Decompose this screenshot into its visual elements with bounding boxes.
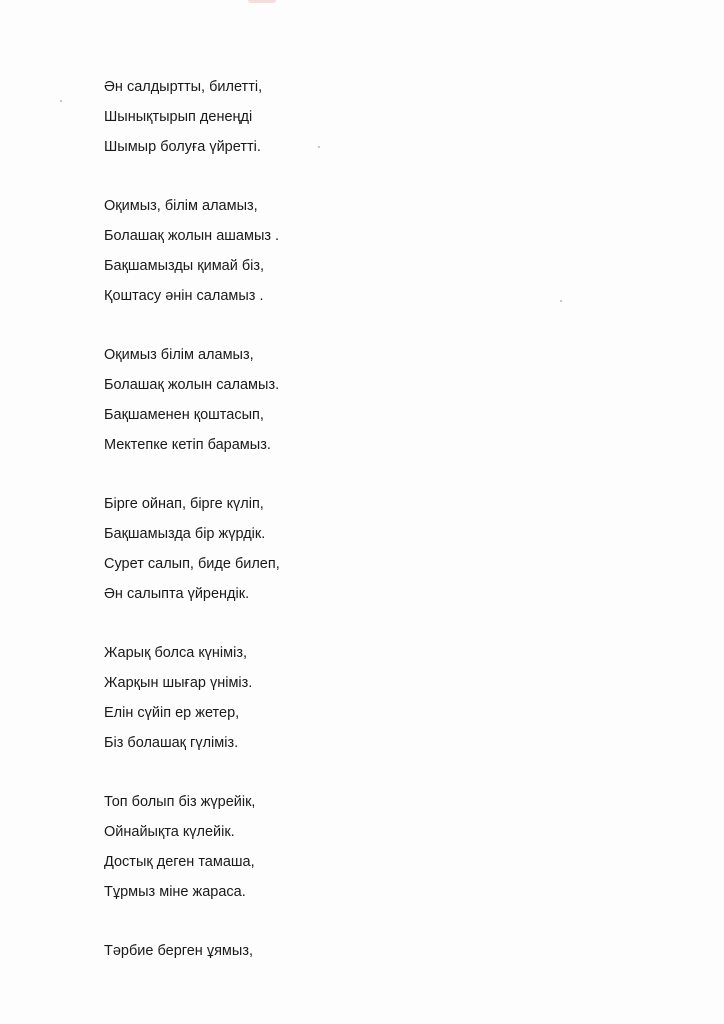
poem-line: Ән салыпта үйрендік. <box>104 586 250 602</box>
poem-line: Тұрмыз міне жараса. <box>104 884 246 900</box>
poem-line: Сурет салып, биде билеп, <box>104 556 280 572</box>
poem-line: Топ болып біз жүрейік, <box>104 794 256 810</box>
scan-speck <box>60 100 62 102</box>
stanza-2 <box>104 191 664 311</box>
poem-line: Оқимыз, білім аламыз, <box>104 198 258 214</box>
stanza-4 <box>104 489 664 609</box>
poem-line: Қоштасу әнін саламыз . <box>104 288 264 304</box>
poem-line: Бақшамызда бір жүрдік. <box>104 526 266 542</box>
poem-line: Ойнайықта күлейік. <box>104 824 235 840</box>
stanza-3 <box>104 340 664 460</box>
stanza-6 <box>104 787 664 907</box>
poem-line: Тәрбие берген ұямыз, <box>104 943 253 959</box>
poem-line: Оқимыз білім аламыз, <box>104 347 254 363</box>
poem-line: Бірге ойнап, бірге күліп, <box>104 496 264 512</box>
scan-mark <box>248 0 276 3</box>
poem-line: Елін сүйіп ер жетер, <box>104 705 240 721</box>
stanza-1 <box>104 72 664 162</box>
poem-line: Мектепке кетіп барамыз. <box>104 437 271 453</box>
poem-line: Шымыр болуға үйретті. <box>104 139 261 155</box>
poem-line: Шынықтырып денеңді <box>104 109 253 125</box>
poem-line: Жарық болса күніміз, <box>104 645 248 661</box>
poem-line: Бақшаменен қоштасып, <box>104 407 264 423</box>
poem-line: Бақшамызды қимай біз, <box>104 258 265 274</box>
stanza-7 <box>104 936 664 966</box>
poem-line: Болашақ жолын ашамыз . <box>104 228 280 244</box>
poem-line: Достық деген тамаша, <box>104 854 255 870</box>
stanza-5 <box>104 638 664 758</box>
poem-line: Жарқын шығар үніміз. <box>104 675 253 691</box>
poem-line: Ән салдыртты, билетті, <box>104 79 263 95</box>
poem-line: Біз болашақ гүліміз. <box>104 735 239 751</box>
poem <box>104 72 664 966</box>
poem-line: Болашақ жолын саламыз. <box>104 377 280 393</box>
